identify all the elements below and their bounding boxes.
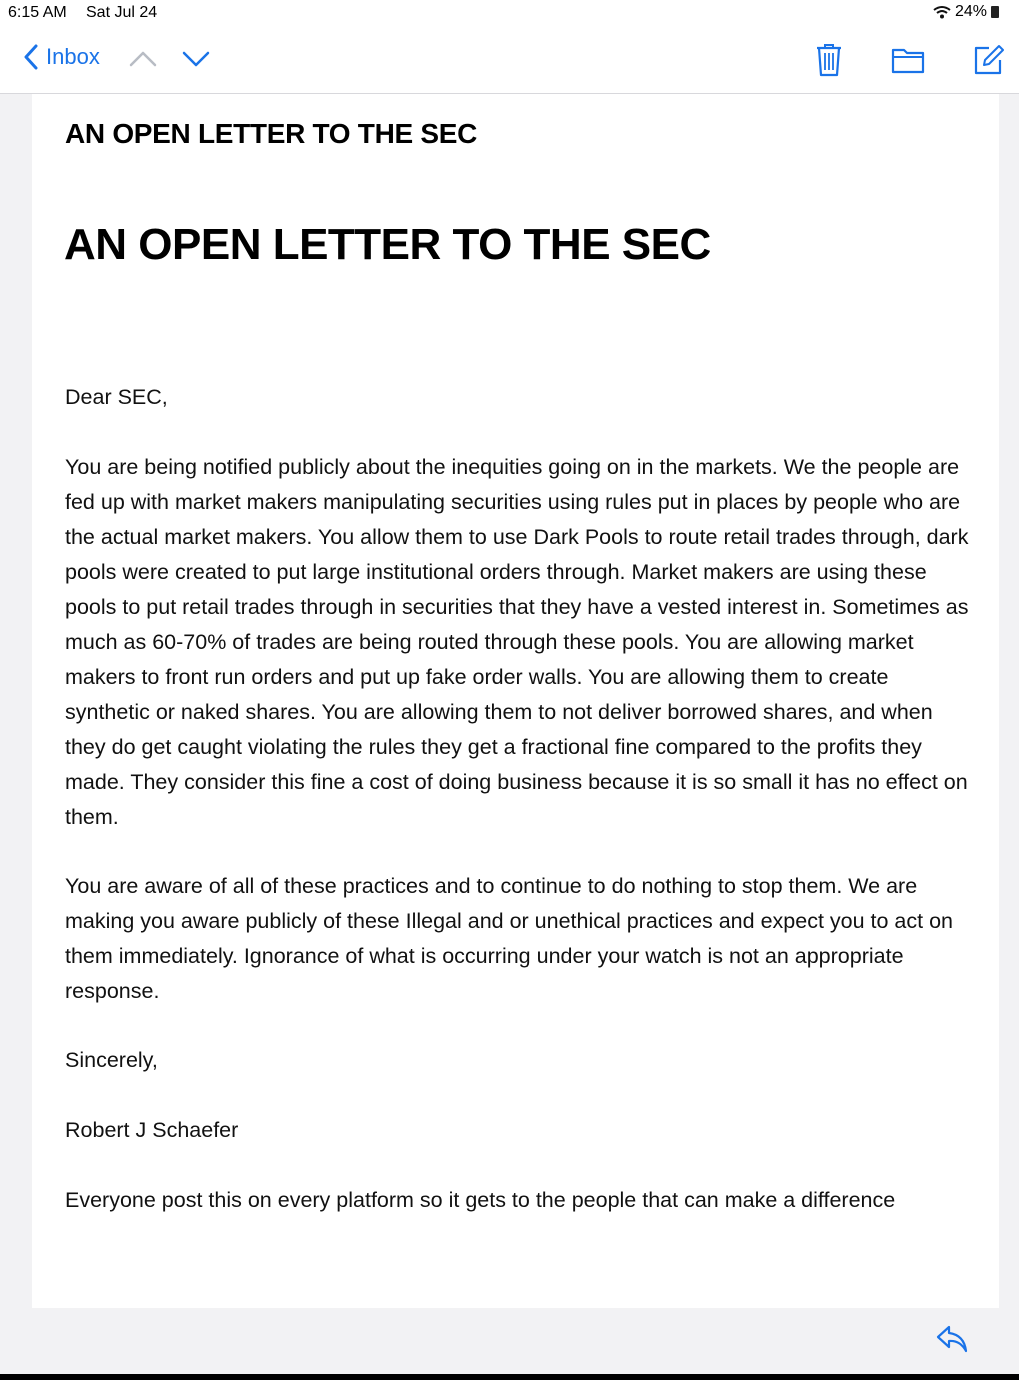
status-date: Sat Jul 24 — [86, 4, 158, 21]
screen-edge — [0, 1374, 1019, 1380]
message-content — [32, 94, 999, 1308]
compose-button[interactable] — [972, 44, 1004, 81]
reply-button[interactable] — [935, 1324, 969, 1359]
status-bar — [0, 0, 1019, 26]
move-to-folder-button[interactable] — [891, 46, 925, 79]
bottom-toolbar — [0, 1308, 1019, 1380]
status-time: 6:15 AM — [8, 4, 67, 21]
body-paragraph: You are aware of all of these practices and to continue to do nothing to stop them. We are making you aware publicly of these Illegal and or unethical practices and expect you to act on them immediately. Ignorance of what is occurring under your watch is not an appropriate response. — [65, 874, 953, 1003]
back-label: Inbox — [46, 44, 100, 69]
chevron-up-icon — [128, 44, 158, 74]
battery-percent: 24% — [954, 3, 987, 20]
next-message-button[interactable] — [181, 44, 211, 79]
battery-icon — [991, 6, 999, 18]
greeting: Dear SEC, — [65, 385, 168, 409]
body-paragraph: You are being notified publicly about the inequities going on in the markets. We the people are fed up with market makers manipulating securities using rules put in places by people who are the actual market makers. You allow them to use Dark Pools to route retail trades through, dark pools were created to put large institutional orders through. Market makers are using these pools to put retail trades through in securities that they have a vested interest in. Sometimes as much as 60-70% of trades are being routed through these pools. You are allowing market makers to front run orders and put up fake order walls. You are allowing them to create synthetic or naked shares. You are allowing them to not deliver borrowed shares, and when they do get caught violating the rules they get a fractional fine compared to the profits they made. They consider this fine a cost of doing business because it is so small it has no effect on them. — [65, 455, 969, 829]
status-indicators — [933, 3, 999, 21]
closing: Sincerely, — [65, 1048, 158, 1072]
wifi-icon — [933, 5, 951, 19]
trash-button[interactable] — [815, 42, 843, 83]
chevron-down-icon — [181, 44, 211, 74]
signature: Robert J Schaefer — [65, 1118, 239, 1142]
back-to-inbox-button[interactable] — [24, 44, 100, 70]
postscript: Everyone post this on every platform so it gets to the people that can make a difference — [65, 1188, 896, 1212]
compose-icon — [972, 44, 1004, 76]
previous-message-button[interactable] — [128, 44, 158, 79]
chevron-left-icon — [24, 44, 38, 70]
message-heading: AN OPEN LETTER TO THE SEC — [64, 220, 711, 269]
reply-icon — [935, 1324, 969, 1354]
message-subject: AN OPEN LETTER TO THE SEC — [65, 118, 478, 149]
folder-icon — [891, 46, 925, 74]
mail-navigation-bar — [0, 26, 1019, 94]
trash-icon — [815, 42, 843, 78]
